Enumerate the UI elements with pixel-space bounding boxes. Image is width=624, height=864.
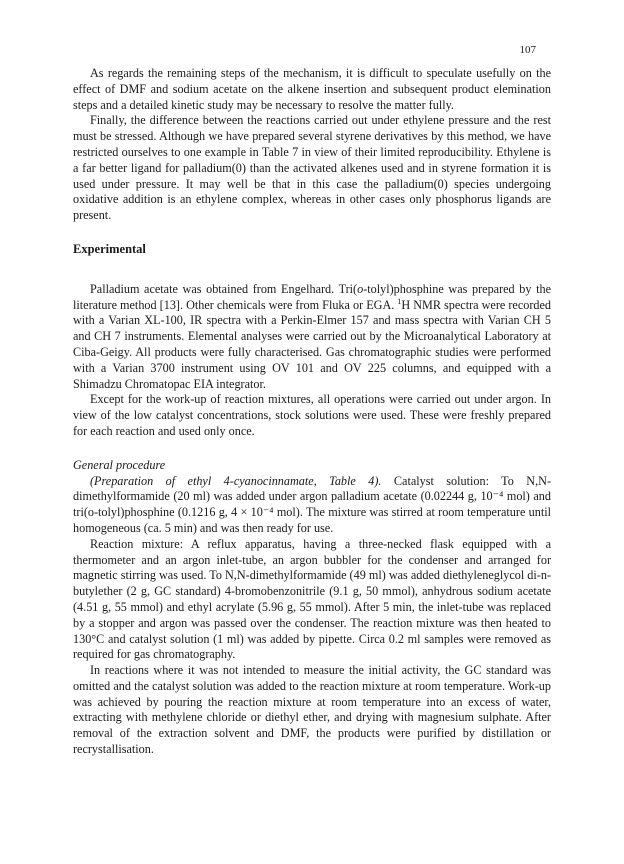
paragraph-catalyst-solution [73,474,551,537]
subheading-general-procedure: General procedure [73,457,166,472]
catalyst-solution-text: Catalyst solution: To N,N-dimethylformamide (20 ml) was added under argon palladium acetate (0.02244 g, 10⁻⁴ mol) and tri(o-tolyl)phosphine (0.1216 g, 4 × 10⁻⁴ mol). The mixture was stirred at room temperature until homogeneous (ca. 5 min) and was then ready for use. [73,473,552,535]
paragraph-argon: Except for the work-up of reaction mixtures, all operations were carried out under argon. In view of the low catalyst concentrations, stock solutions were used. These were freshly prepared for each reaction and used only once. [73,392,551,438]
materials-text-2: -tolyl)phosphine was prepared by the literature method [13]. Other chemicals were from Fluka or EGA. [73,281,551,312]
paragraph-mechanism: As regards the remaining steps of the mechanism, it is difficult to speculate usefully on the effect of DMF and sodium acetate on the alkene insertion and subsequent product elemination steps and a detailed kinetic study may be necessary to resolve the matter fully. [73,66,551,112]
body-text [73,66,551,758]
paragraph-ethylene: Finally, the difference between the reactions carried out under ethylene pressure and the rest must be stressed. Although we have prepared several styrene derivatives by this method, we have restricted ourselves to one example in Table 7 in view of their limited reproducibility. Ethylene is a far better ligand for palladium(0) than the activated alkenes used and in styrene formation it is used under pressure. It may well be that in this case the palladium(0) species undergoing oxidative addition is an ethylene complex, whereas in other cases only phosphorus ligands are present. [73,113,551,223]
materials-text-ortho: o [357,281,364,296]
materials-text-3: H NMR spectra were recorded with a Varian XL-100, IR spectra with a Perkin-Elmer 157 and mass spectra with Varian CH 5 and CH 7 instruments. Elemental analyses were carried out by the Microanalytical Laboratory at Ciba-Geigy. All products were fully characterised. Gas chromatographic studies were performed with a Varian 3700 instrument using OV 101 and OV 225 columns, and equipped with a Shimadzu Chromatopac EIA integrator. [73,297,551,391]
paragraph-materials [73,282,551,393]
page-number: 107 [519,44,536,56]
materials-text-1: Palladium acetate was obtained from Engelhard. Tri( [90,281,358,296]
spacer [73,440,551,458]
paragraph-reaction-mixture: Reaction mixture: A reflux apparatus, having a three-necked flask equipped with a thermometer and an argon inlet-tube, an argon bubbler for the condenser and arranged for magnetic stirring was used. To N,N-dimethylformamide (49 ml) was added diethyleneglycol di-n-butylether (2 g, GC standard) 4-bromobenzonitrile (9.1 g, 50 mmol), anhydrous sodium acetate (4.51 g, 55 mmol) and ethyl acrylate (5.96 g, 55 mmol). After 5 min, the inlet-tube was replaced by a stopper and argon was passed over the condenser. The reaction mixture was then heated to 130°C and catalyst solution (1 ml) was added by pipette. Circa 0.2 ml samples were removed as required for gas chromatography. [73,536,551,662]
nmr-superscript: 1 [397,296,402,306]
section-heading-experimental: Experimental [73,241,146,256]
paragraph-workup: In reactions where it was not intended to measure the initial activity, the GC standard was omitted and the catalyst solution was added to the reaction mixture at room temperature. Work-up was achieved by pouring the reaction mixture at room temperature into an excess of water, extracting with methylene chloride or diethyl ether, and drying with magnesium sulphate. After removal of the extraction solvent and DMF, the products were purified by distillation or recrystallisation. [73,663,551,757]
procedure-title: (Preparation of ethyl 4-cyanocinnamate, Table 4). [90,473,382,488]
